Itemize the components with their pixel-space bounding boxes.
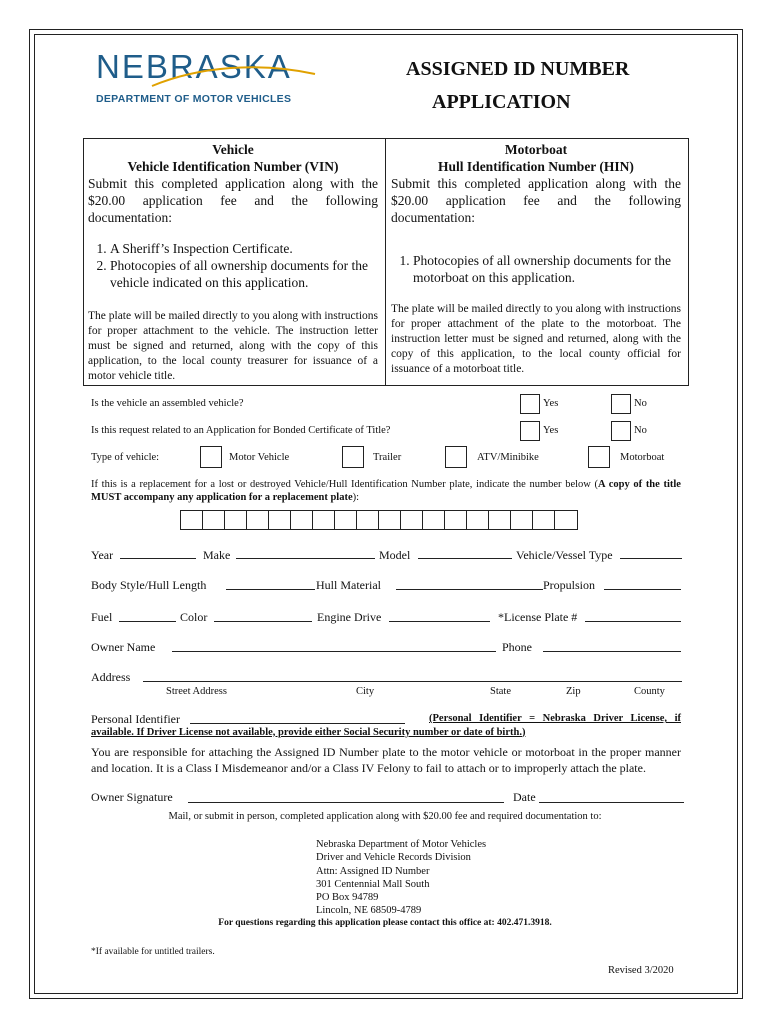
responsibility-text: You are responsible for attaching the Assigned ID Number plate to the motor vehicle or motorboat in the proper manner and location. It is a Class I Misdemeanor and/or a Class IV Felony to fail to attach or to improperly attach the plate. [91, 745, 681, 775]
year-label: Year [91, 548, 114, 562]
motorboat-subheading: Hull Identification Number (HIN) [438, 159, 634, 174]
assembled-no-checkbox[interactable] [611, 394, 631, 414]
address-line: PO Box 94789 [316, 892, 379, 904]
hull-material-field[interactable] [396, 589, 543, 590]
model-label: Model [379, 548, 411, 562]
address-field[interactable] [143, 681, 682, 682]
phone-label: Phone [502, 640, 532, 654]
type-motor-vehicle-label: Motor Vehicle [229, 452, 290, 463]
vehicle-doc-list [88, 240, 378, 291]
no-label: No [634, 425, 647, 436]
date-field[interactable] [539, 802, 684, 803]
model-field[interactable] [418, 558, 512, 559]
license-plate-label: *License Plate # [498, 610, 578, 624]
type-trailer-checkbox[interactable] [342, 446, 364, 468]
vehicle-type-label: Type of vehicle: [91, 452, 160, 463]
type-motorboat-checkbox[interactable] [588, 446, 610, 468]
vehicle-note: The plate will be mailed directly to you along with instructions for proper attachment to the vehicle. The instruction letter must be signed and returned, along with the copy of this application, to the local county treasurer for issuance of a motor vehicle title. [88, 310, 378, 382]
bonded-no-checkbox[interactable] [611, 421, 631, 441]
address-line: Attn: Assigned ID Number [316, 865, 430, 877]
type-motorboat-label: Motorboat [620, 452, 665, 463]
body-style-field[interactable] [226, 589, 315, 590]
street-sublabel: Street Address [166, 686, 227, 697]
page-title-line2: APPLICATION [432, 91, 571, 113]
year-field[interactable] [120, 558, 196, 559]
type-atv-checkbox[interactable] [445, 446, 467, 468]
body-style-label: Body Style/Hull Length [91, 578, 207, 592]
assembled-yes-checkbox[interactable] [520, 394, 540, 414]
revision-date: Revised 3/2020 [608, 965, 674, 976]
vehicle-heading: Vehicle [212, 142, 254, 157]
type-motor-vehicle-checkbox[interactable] [200, 446, 222, 468]
address-line: Lincoln, NE 68509-4789 [316, 905, 422, 917]
engine-drive-label: Engine Drive [317, 610, 382, 624]
yes-label: Yes [543, 425, 559, 436]
motorboat-doc-list [391, 252, 681, 286]
list-item: 1. A Sheriff’s Inspection Certificate. [110, 240, 378, 257]
propulsion-label: Propulsion [543, 578, 596, 592]
fuel-field[interactable] [119, 621, 176, 622]
list-item: 1. Photocopies of all ownership documents for the motorboat on this application. [413, 252, 681, 286]
type-atv-label: ATV/Minibike [477, 452, 539, 463]
mail-instruction: Mail, or submit in person, completed application along with $20.00 fee and required documentation to: [168, 811, 602, 822]
color-label: Color [180, 610, 208, 624]
replacement-number-grid[interactable] [180, 510, 578, 530]
owner-signature-label: Owner Signature [91, 790, 173, 804]
motorboat-column [391, 141, 681, 377]
vehicle-subheading: Vehicle Identification Number (VIN) [127, 159, 339, 174]
county-sublabel: County [634, 686, 665, 697]
type-trailer-label: Trailer [373, 452, 402, 463]
owner-name-label: Owner Name [91, 640, 156, 654]
zip-sublabel: Zip [566, 686, 581, 697]
question-bonded: Is this request related to an Application for Bonded Certificate of Title? [91, 425, 391, 436]
logo-swoosh-icon [150, 60, 320, 90]
footnote: *If available for untitled trailers. [91, 947, 215, 957]
owner-name-field[interactable] [172, 651, 496, 652]
state-sublabel: State [490, 686, 511, 697]
replacement-instruction: If this is a replacement for a lost or destroyed Vehicle/Hull Identification Number plate, indicate the number below (A copy of the title MUST accompany any application for a replacement plate): [91, 479, 681, 503]
personal-id-note: (Personal Identifier = Nebraska Driver License, if available. If Driver License not available, provide either Social Security number or date of birth.) [91, 713, 681, 738]
owner-signature-field[interactable] [188, 802, 504, 803]
vehicle-intro: Submit this completed application along with the $20.00 application fee and the following documentation: [88, 176, 378, 225]
list-item: 2. Photocopies of all ownership documents for the vehicle indicated on this application. [110, 257, 378, 291]
address-line: Nebraska Department of Motor Vehicles [316, 839, 487, 850]
motorboat-heading: Motorboat [504, 142, 568, 157]
vehicle-column [88, 141, 378, 384]
address-line: 301 Centennial Mall South [316, 878, 430, 890]
city-sublabel: City [356, 686, 375, 697]
vessel-type-field[interactable] [620, 558, 682, 559]
phone-field[interactable] [543, 651, 681, 652]
personal-id-label: Personal Identifier [91, 712, 180, 726]
yes-label: Yes [543, 398, 559, 409]
motorboat-intro: Submit this completed application along with the $20.00 application fee and the following documentation: [391, 176, 681, 225]
vessel-type-label: Vehicle/Vessel Type [516, 548, 613, 562]
logo-wordmark: NEBRASKA [96, 48, 292, 85]
logo-department: DEPARTMENT OF MOTOR VEHICLES [96, 93, 292, 105]
make-field[interactable] [236, 558, 375, 559]
engine-drive-field[interactable] [389, 621, 490, 622]
motorboat-note: The plate will be mailed directly to you along with instructions for proper attachment of the plate to the motorboat. The instruction letter must be signed and returned, along with the copy of this application, to the local county official for issuance of a motorboat title. [391, 303, 681, 375]
hull-material-label: Hull Material [316, 578, 381, 592]
license-plate-field[interactable] [585, 621, 681, 622]
contact-note: For questions regarding this application please contact this office at: 402.471.3918. [218, 918, 552, 928]
fuel-label: Fuel [91, 610, 113, 624]
make-label: Make [203, 548, 231, 562]
address-line: Driver and Vehicle Records Division [316, 852, 471, 864]
no-label: No [634, 398, 647, 409]
mailing-address [316, 838, 486, 918]
propulsion-field[interactable] [604, 589, 681, 590]
address-label: Address [91, 670, 131, 684]
bonded-yes-checkbox[interactable] [520, 421, 540, 441]
question-assembled: Is the vehicle an assembled vehicle? [91, 398, 244, 409]
page-title-line1: ASSIGNED ID NUMBER [406, 58, 630, 80]
color-field[interactable] [214, 621, 312, 622]
date-label: Date [513, 790, 536, 804]
